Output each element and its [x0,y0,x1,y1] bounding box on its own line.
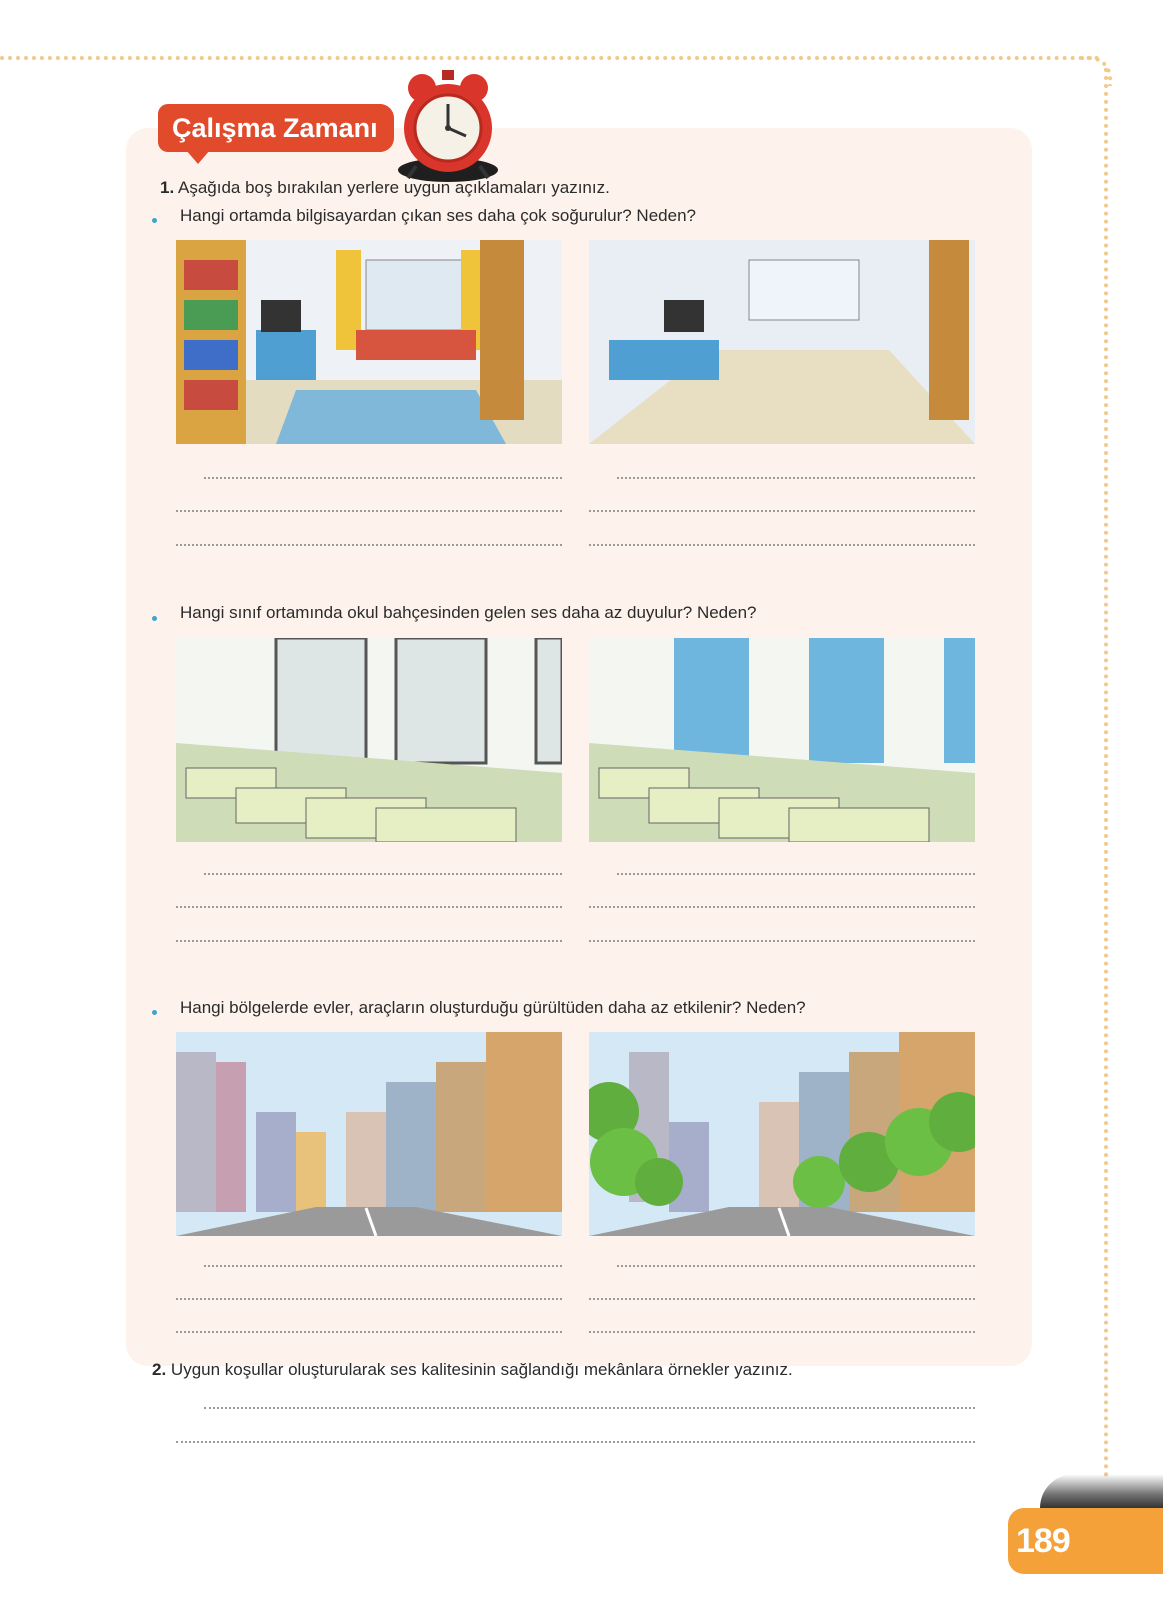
empty-room-illustration [589,240,975,444]
classroom-no-curtains-illustration [176,638,562,842]
question-2 [152,1360,793,1380]
answer-line[interactable] [176,1298,562,1300]
question-1b-text: Hangi sınıf ortamında okul bahçesinden gelen ses daha az duyulur? Neden? [180,603,757,622]
bullet-icon [152,218,157,223]
alarm-clock-icon [396,66,500,184]
question-1-instruction [160,178,610,198]
question-1-number: 1. [160,178,175,197]
answer-line[interactable] [204,873,562,875]
page-border-right [1104,68,1108,1478]
answer-line[interactable] [204,1265,562,1267]
question-2-text: Uygun koşullar oluşturularak ses kalitesinin sağlandığı mekânlara örnekler yazınız. [170,1360,793,1379]
answer-line[interactable] [617,477,975,479]
question-1a-text: Hangi ortamda bilgisayardan çıkan ses daha çok soğurulur? Neden? [180,206,696,225]
answer-line[interactable] [617,1265,975,1267]
answer-line[interactable] [176,544,562,546]
bullet-icon [152,616,157,621]
answer-line[interactable] [617,873,975,875]
question-2-number: 2. [152,1360,167,1379]
question-1c-text: Hangi bölgelerde evler, araçların oluşturduğu gürültüden daha az etkilenir? Neden? [180,998,806,1017]
answer-line[interactable] [589,1331,975,1333]
section-badge: Çalışma Zamanı [158,104,394,152]
page-tab-shadow [1040,1474,1163,1508]
answer-line[interactable] [589,544,975,546]
answer-line[interactable] [204,477,562,479]
bullet-icon [152,1010,157,1015]
answer-line[interactable] [176,510,562,512]
answer-line[interactable] [176,1331,562,1333]
answer-line[interactable] [204,1407,975,1409]
answer-line[interactable] [589,940,975,942]
answer-line[interactable] [589,510,975,512]
answer-line[interactable] [176,940,562,942]
answer-line[interactable] [176,1441,975,1443]
page-border-top [0,56,1100,60]
classroom-blue-curtains-illustration [589,638,975,842]
city-street-with-trees-illustration [589,1032,975,1236]
city-street-no-trees-illustration [176,1032,562,1236]
answer-line[interactable] [589,906,975,908]
furnished-room-illustration [176,240,562,444]
page-number: 189 [1016,1522,1070,1560]
answer-line[interactable] [589,1298,975,1300]
section-badge-tail [186,150,210,164]
question-1-text: Aşağıda boş bırakılan yerlere uygun açıklamaları yazınız. [177,178,610,197]
answer-line[interactable] [176,906,562,908]
